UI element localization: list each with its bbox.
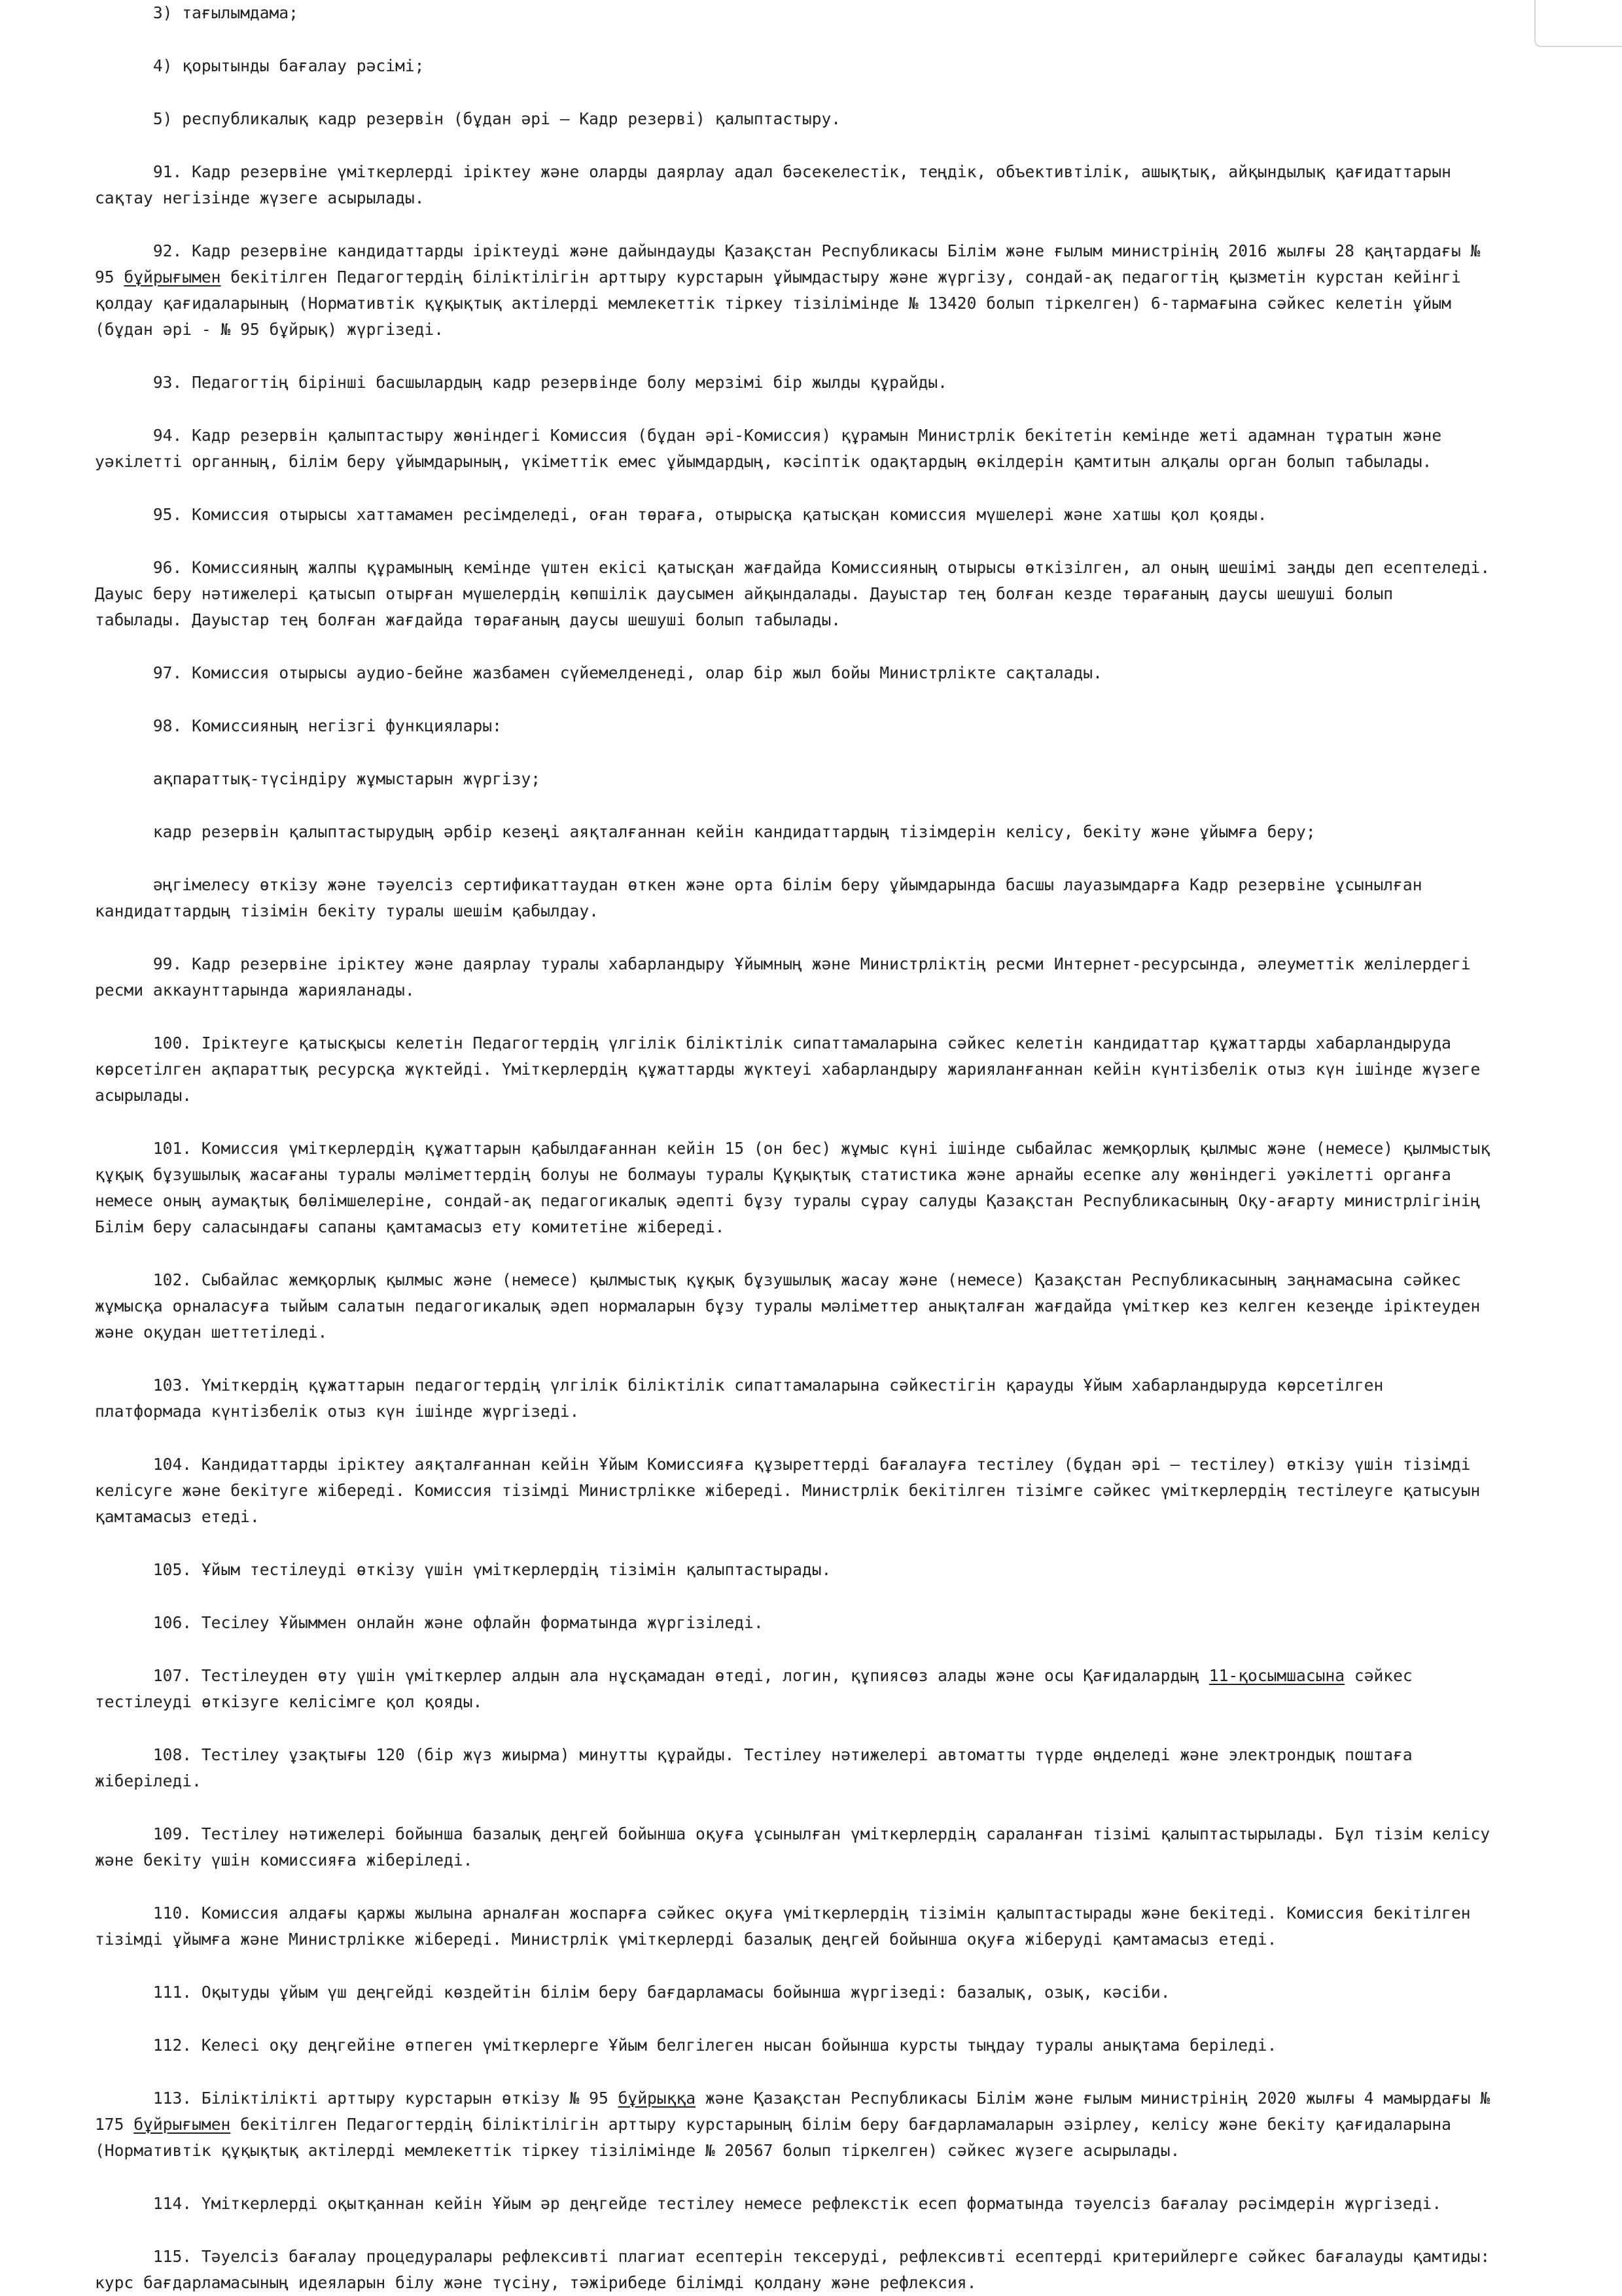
page-corner-tab: [1534, 0, 1622, 47]
paragraph-gap: [95, 924, 1537, 951]
paragraph: әңгімелесу өткізу және тәуелсіз сертификаттаудан өткен және орта білім беру ұйымдарында басшы лауазымдарға Кадр резервіне ұсынылған кандидаттардың тізімін бекіту туралы шешім қабылдау.: [95, 875, 1422, 920]
paragraph: 3) тағылымдама;: [95, 3, 298, 22]
paragraph: 103. Үміткердің құжаттарын педагогтердің үлгілік біліктілік сипаттамаларына сәйкестігін қарауды Ұйым хабарландыруда көрсетілген платформада күнтізбелік отыз күн ішінде жүргізеді.: [95, 1376, 1384, 1421]
reference-link[interactable]: 11-қосымшасына: [1208, 1666, 1345, 1685]
paragraph: 91. Кадр резервіне үміткерлерді іріктеу және оларды даярлау адал бәсекелестік, теңдік, объективтілік, ашықтық, айқындылық қағидаттарын сақтау негізінде жүзеге асырылады.: [95, 162, 1451, 207]
paragraph: 108. Тестілеу ұзақтығы 120 (бір жүз жиырма) минутты құрайды. Тестілеу нәтижелері автоматты түрде өңделеді және электрондық поштаға жіберіледі.: [95, 1745, 1413, 1790]
paragraph: 109. Тестілеу нәтижелері бойынша базалық деңгей бойынша оқуға ұсынылған үміткерлердің сараланған тізімі қалыптастырылады. Бұл тізім келісу және бекіту үшін комиссияға жіберіледі.: [95, 1824, 1490, 1870]
reference-link[interactable]: бұйрығымен: [124, 268, 221, 287]
reference-link[interactable]: бұйрыққа: [618, 2089, 696, 2108]
paragraph: 112. Келесі оқу деңгейіне өтпеген үміткерлерге Ұйым белгілеген нысан бойынша курсты тыңдау туралы анықтама беріледі.: [95, 2036, 1277, 2055]
paragraph: 100. Іріктеуге қатысқысы келетін Педагогтердің үлгілік біліктілік сипаттамаларына сәйкес келетін кандидаттар құжаттарды хабарландыруда көрсетілген ақпараттық ресурсқа жүктейді. Үміткерлердің құжаттарды жүктеуі хабарландыру жарияланғаннан кейін күнтізбелік отыз күн ішінде жүзеге асырылады.: [95, 1034, 1481, 1105]
paragraph: 93. Педагогтің бірінші басшылардың кадр резервінде болу мерзімі бір жылды құрайды.: [95, 373, 947, 392]
paragraph-gap: [95, 1346, 1537, 1372]
paragraph: 110. Комиссия алдағы қаржы жылына арналған жоспарға сәйкес оқуға үміткерлердің тізімін қалыптастырады және бекітеді. Комиссия бекітілген тізімді ұйымға және Министрлікке жібереді. Министрлік үміткерлерді базалық деңгей бойынша оқуға жіберуді қамтамасыз етеді.: [95, 1904, 1471, 1949]
paragraph: 115. Тәуелсіз бағалау процедуралары рефлексивті плагиат есептерін тексеруді, рефлексивті есептерді критерийлерге сәйкес бағалауды қамтиды: курс бағдарламасының идеяларын білу және түсіну, тәжірибеде білімді қолдану және рефлексия.: [95, 2247, 1490, 2292]
paragraph-gap: [95, 2059, 1537, 2085]
paragraph-gap: [95, 1873, 1537, 1900]
paragraph: 95. Комиссия отырысы хаттамамен ресімделеді, оған төраға, отырысқа қатысқан комиссия мүшелері және хатшы қол қояды.: [95, 505, 1267, 524]
paragraph: 97. Комиссия отырысы аудио-бейне жазбамен сүйемелденеді, олар бір жыл бойы Министрлікте сақталады.: [95, 663, 1102, 682]
paragraph-gap: [95, 396, 1537, 423]
paragraph-gap: [95, 1794, 1537, 1821]
paragraph: 114. Үміткерлерді оқытқаннан кейін Ұйым әр деңгейде тестілеу немесе рефлекстік есеп форматында тәуелсіз бағалау рәсімдерін жүргізеді.: [95, 2194, 1442, 2213]
paragraph-gap: [95, 528, 1537, 555]
paragraph-gap: [95, 1530, 1537, 1557]
paragraph-gap: [95, 211, 1537, 238]
paragraph-gap: [95, 739, 1537, 766]
paragraph-gap: [95, 1583, 1537, 1610]
paragraph-gap: [95, 79, 1537, 106]
paragraph-gap: [95, 475, 1537, 502]
paragraph-gap: [95, 1425, 1537, 1452]
paragraph: 96. Комиссияның жалпы құрамының кемінде үштен екісі қатысқан жағдайда Комиссияның отырысы өткізілген, ал оның шешімі заңды деп есептеледі. Дауыс беру нәтижелері қатысып отырған мүшелердің көпшілік даусымен айқындалады. Дауыстар тең болған кезде төрағаның даусы шешуші болып табылады. Дауыстар тең болған жағдайда төрағаның даусы шешуші болып табылады.: [95, 558, 1490, 629]
paragraph-gap: [95, 1109, 1537, 1136]
paragraph-gap: [95, 1715, 1537, 1742]
paragraph-gap: [95, 686, 1537, 713]
paragraph: 102. Сыбайлас жемқорлық қылмыс және (немесе) қылмыстық құқық бұзушылық жасау және (немесе) Қазақстан Республикасының заңнамасына сәйкес жұмысқа орналасуға тыйым салатын педагогикалық әдеп нормаларын бұзу туралы мәліметтер анықталған жағдайда үміткер кез келген кезеңде іріктеуден және оқудан шеттетіледі.: [95, 1270, 1481, 1342]
paragraph: ақпараттық-түсіндіру жұмыстарын жүргізу;: [95, 769, 541, 788]
paragraph-gap: [95, 26, 1537, 53]
paragraph-gap: [95, 2217, 1537, 2244]
paragraph-gap: [95, 1636, 1537, 1663]
paragraph: кадр резервін қалыптастырудың әрбір кезеңі аяқталғаннан кейін кандидаттардың тізімдерін келісу, бекіту және ұйымға беру;: [95, 822, 1316, 841]
paragraph: 105. Ұйым тестілеуді өткізу үшін үміткерлердің тізімін қалыптастырады.: [95, 1560, 832, 1579]
paragraph: 113. Біліктілікті арттыру курстарын өткізу № 95 бұйрыққа және Қазақстан Республикасы Білім және ғылым министрінің 2020 жылғы 4 мамырдағы № 175 бұйрығымен бекітілген Педагогтердің біліктілігін арттыру курстарының білім беру бағдарламаларын әзірлеу, келісу және бекіту қағидаларына (Нормативтік құқықтық актілерді мемлекеттік тіркеу тізілімінде № 20567 болып тіркелген) сәйкес жүзеге асырылады.: [95, 2089, 1490, 2160]
paragraph: 104. Кандидаттарды іріктеу аяқталғаннан кейін Ұйым Комиссияға құзыреттерді бағалауға тестілеу (бұдан әрі – тестілеу) өткізу үшін тізімді келісуге және бекітуге жібереді. Комиссия тізімді Министрлікке жібереді. Министрлік бекітілген тізімге сәйкес үміткерлердің тестілеуге қатысуын қамтамасыз етеді.: [95, 1455, 1481, 1526]
paragraph: 94. Кадр резервін қалыптастыру жөніндегі Комиссия (бұдан әрі-Комиссия) құрамын Министрлік бекітетін кемінде жеті адамнан тұратын және уәкілетті органның, білім беру ұйымдарының, үкіметтік емес ұйымдардың, кәсіптік одақтардың өкілдерін қамтитын алқалы орган болып табылады.: [95, 426, 1442, 471]
paragraph-gap: [95, 2164, 1537, 2191]
paragraph: 92. Кадр резервіне кандидаттарды іріктеуді және дайындауды Қазақстан Республикасы Білім және ғылым министрінің 2016 жылғы 28 қаңтардағы № 95 бұйрығымен бекітілген Педагогтердің біліктілігін арттыру курстарын ұйымдастыру және жүргізу, сондай-ақ педагогтің қызметін курстан кейінгі қолдау қағидаларының (Нормативтік құқықтық актілерді мемлекеттік тіркеу тізілімінде № 13420 болып тіркелген) 6-тармағына сәйкес келетін ұйым (бұдан әрі - № 95 бұйрық) жүргізеді.: [95, 241, 1481, 339]
paragraph-gap: [95, 343, 1537, 370]
paragraph: 4) қорытынды бағалау рәсімі;: [95, 56, 425, 75]
paragraph: 99. Кадр резервіне іріктеу және даярлау туралы хабарландыру Ұйымның және Министрліктің ресми Интернет-ресурсында, әлеуметтік желілердегі ресми аккаунттарында жарияланады.: [95, 954, 1471, 1000]
paragraph-gap: [95, 2006, 1537, 2032]
reference-link[interactable]: бұйрығымен: [133, 2115, 231, 2134]
paragraph-gap: [95, 633, 1537, 660]
paragraph-gap: [95, 132, 1537, 159]
document-body: [95, 0, 1537, 2296]
paragraph: 101. Комиссия үміткерлердің құжаттарын қабылдағаннан кейін 15 (он бес) жұмыс күні ішінде сыбайлас жемқорлық қылмыс және (немесе) қылмыстық құқық бұзушылық жасағаны туралы мәліметтердің болуы не болмауы туралы Құқықтық статистика және арнайы есепке алу жөніндегі уәкілетті органға немесе оның аумақтық бөлімшелеріне, сондай-ақ педагогикалық әдепті бұзу туралы сұрау салуды Қазақстан Республикасының Оқу-ағарту министрлігінің Білім беру саласындағы сапаны қамтамасыз ету комитетіне жібереді.: [95, 1139, 1490, 1236]
paragraph: 111. Оқытуды ұйым үш деңгейді көздейтін білім беру бағдарламасы бойынша жүргізеді: базалық, озық, кәсіби.: [95, 1983, 1171, 2002]
paragraph: 5) республикалық кадр резервін (бұдан әрі – Кадр резерві) қалыптастыру.: [95, 109, 841, 128]
paragraph-gap: [95, 1240, 1537, 1267]
paragraph-gap: [95, 845, 1537, 872]
paragraph: 107. Тестілеуден өту үшін үміткерлер алдын ала нұсқамадан өтеді, логин, құпиясөз алады және осы Қағидалардың 11-қосымшасына сәйкес тестілеуді өткізуге келісімге қол қояды.: [95, 1666, 1413, 1711]
paragraph-gap: [95, 1003, 1537, 1030]
paragraph-gap: [95, 792, 1537, 819]
paragraph: 98. Комиссияның негізгі функциялары:: [95, 716, 502, 735]
paragraph: 106. Тесілеу Ұйыммен онлайн және офлайн форматында жүргізіледі.: [95, 1613, 764, 1632]
paragraph-gap: [95, 1953, 1537, 1979]
